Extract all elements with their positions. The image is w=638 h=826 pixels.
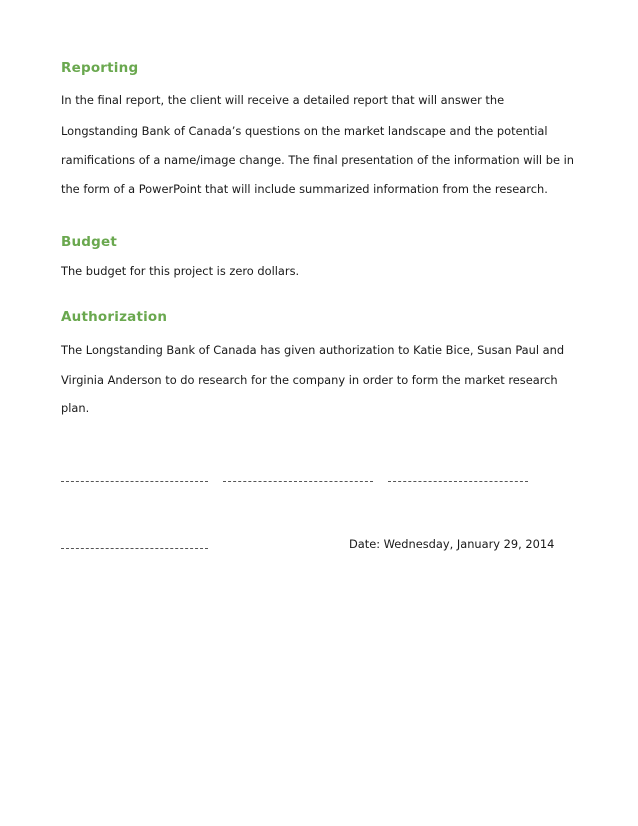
signature-line-2 bbox=[223, 481, 373, 482]
reporting-heading: Reporting bbox=[61, 60, 139, 76]
signature-line-3 bbox=[388, 481, 528, 482]
signature-line-4 bbox=[61, 548, 208, 549]
reporting-line-4: the form of a PowerPoint that will include summarized information from the research. bbox=[61, 182, 548, 196]
authorization-line-2: Virginia Anderson to do research for the company in order to form the market research bbox=[61, 373, 558, 387]
budget-heading: Budget bbox=[61, 234, 118, 250]
reporting-line-1: In the final report, the client will receive a detailed report that will answer the bbox=[61, 93, 505, 107]
reporting-line-2: Longstanding Bank of Canada’s questions on the market landscape and the potential bbox=[61, 124, 548, 138]
reporting-line-3: ramifications of a name/image change. The final presentation of the information will be in bbox=[61, 153, 574, 167]
signature-date: Date: Wednesday, January 29, 2014 bbox=[349, 537, 555, 551]
authorization-line-1: The Longstanding Bank of Canada has given authorization to Katie Bice, Susan Paul and bbox=[61, 343, 565, 357]
authorization-heading: Authorization bbox=[61, 309, 168, 325]
signature-line-1 bbox=[61, 481, 208, 482]
budget-line-1: The budget for this project is zero dollars. bbox=[61, 264, 300, 278]
authorization-line-3: plan. bbox=[61, 401, 90, 415]
